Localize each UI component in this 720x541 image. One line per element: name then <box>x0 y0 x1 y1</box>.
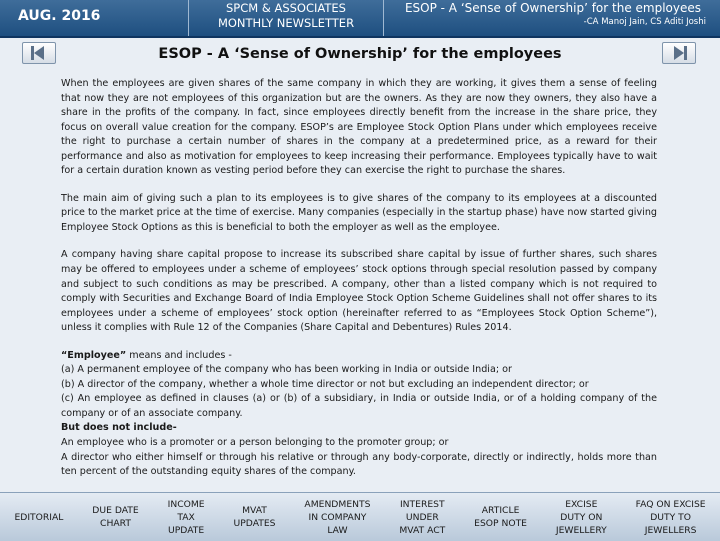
exclusion-2: A director who either himself or through his relative or through any body-corporate, directly or indirectly, holds more than ten percent of the outstanding equity shares of the company. <box>61 451 657 478</box>
nav-editorial[interactable]: EDITORIAL <box>14 511 64 523</box>
nav-article-esop-note[interactable]: ARTICLE ESOP NOTE <box>474 505 527 529</box>
newsletter-name <box>188 0 384 36</box>
exclusion-heading: But does not include- <box>61 422 177 434</box>
newsletter-name-line1: SPCM & ASSOCIATES <box>226 1 346 15</box>
exclusion-1: An employee who is a promoter or a person belonging to the promoter group; or <box>61 437 449 449</box>
article-authors: -CA Manoj Jain, CS Aditi Joshi <box>583 17 706 27</box>
newsletter-name-line2: MONTHLY NEWSLETTER <box>217 16 355 30</box>
issue-date: AUG. 2016 <box>18 8 101 24</box>
article-body <box>61 77 657 480</box>
paragraph-1: When the employees are given shares of the same company in which they are working, it gives them a sense of feeling that now they are not employees of this organization but are the owners. As they are now they owners, they also have a share in the profits of the company. In fact, since employees directly benefit from the increase in the share price, they focus on overall value creation for the company. ESOP’s are Employee Stock Option Plans under which employees receive the right to purchase a certain number of shares in the company at a predetermined price, as a reward for their performance and also as motivation for employees to keep increasing their performance. Employees typically have to wait for a certain duration known as vesting period before they can exercise the right to purchase the shares. <box>61 78 657 177</box>
nav-mvat-updates[interactable]: MVAT UPDATES <box>233 505 276 529</box>
paragraph-2: The main aim of giving such a plan to its employees is to give shares of the company to its employees at a discounted price to the market price at the time of exercise. Many companies (especially in the startup phase) have now started giving Employee Stock Options as this is beneficial to both the employer as well as the employee. <box>61 192 657 233</box>
header-article-title: ESOP - A ‘Sense of Ownership’ for the employees <box>404 1 702 15</box>
definition-clause-b: (b) A director of the company, whether a whole time director or not but excluding an independent director; or <box>61 378 589 390</box>
definition-clause-c: (c) An employee as defined in clauses (a) or (b) of a subsidiary, in India or outside India, or of a holding company of the company or of an associate company. <box>61 393 657 419</box>
nav-excise-duty-jewellery[interactable]: EXCISE DUTY ON JEWELLERY <box>555 498 607 536</box>
bottom-navigation <box>0 492 720 541</box>
nav-interest-mvat-act[interactable]: INTEREST UNDER MVAT ACT <box>399 498 446 536</box>
newsletter-header <box>0 0 720 38</box>
definition-clause-a: (a) A permanent employee of the company who has been working in India or outside India; or <box>61 364 512 376</box>
nav-due-date-chart[interactable]: DUE DATE CHART <box>92 505 139 529</box>
definition-intro: means and includes - <box>126 349 232 361</box>
paragraph-3: A company having share capital propose to increase its subscribed share capital by issue of further shares, such shares may be offered to employees under a scheme of employees’ stock options through special resolution passed by company and subject to such conditions as may be prescribed. A company, other than a listed company which is not required to comply with Securities and Exchange Board of India Employee Stock Option Scheme Guidelines shall not offer shares to its employees under a scheme of employees’ stock option (hereinafter referred to as “Employees Stock Option Scheme”), unless it complies with Rule 12 of the Companies (Share Capital and Debentures) Rules 2014. <box>61 249 657 334</box>
article-title: ESOP - A ‘Sense of Ownership’ for the employees <box>158 46 562 62</box>
nav-faq-excise-duty[interactable]: FAQ ON EXCISE DUTY TO JEWELLERS <box>635 498 706 536</box>
definition-term: “Employee” <box>61 349 127 361</box>
nav-income-tax-update[interactable]: INCOME TAX UPDATE <box>167 498 205 536</box>
employee-definition <box>61 349 657 364</box>
nav-amendments-company-law[interactable]: AMENDMENTS IN COMPANY LAW <box>304 498 371 536</box>
